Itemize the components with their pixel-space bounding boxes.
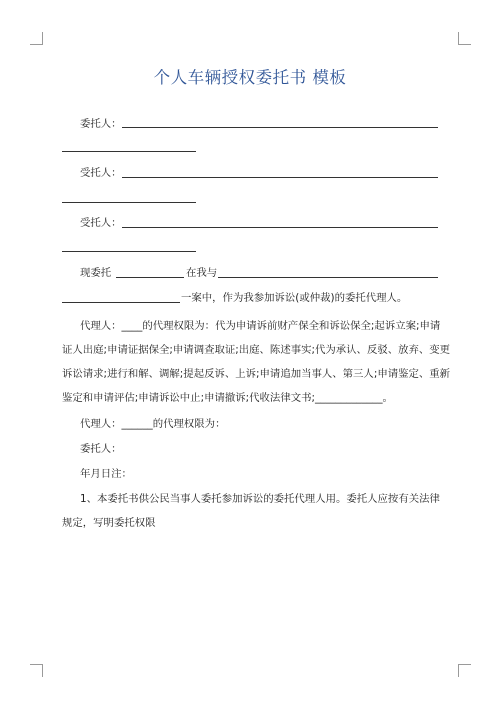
- agent-1-blank-line-2[interactable]: [62, 202, 196, 203]
- principal-blank-line-2[interactable]: [62, 151, 196, 152]
- agent-2-blank-line[interactable]: [122, 227, 438, 228]
- authority-line-3: 诉讼请求;进行和解、调解;提起反诉、上诉;申请追加当事人、第三人;申请鉴定、重新: [62, 368, 451, 380]
- entrust-middle: 在我与: [186, 267, 218, 279]
- crop-mark-bottom-left: [30, 664, 43, 677]
- note-line-2: 规定，写明委托权限: [62, 517, 156, 529]
- entrust-case-text: 一案中，作为我参加诉讼(或仲裁)的委托代理人。: [181, 292, 408, 304]
- authority-line-1: 代理人：____的代理权限为：代为申请诉前财产保全和诉讼保全;起诉立案;申请: [80, 320, 441, 332]
- entrust-prefix: 现委托: [80, 267, 112, 279]
- authority-line-4: 鉴定和申请评估;申请诉讼中止;申请撤诉;代收法律文书;_____________。: [62, 392, 393, 404]
- agent-2-blank-line-2[interactable]: [62, 251, 196, 252]
- entrust-case-blank[interactable]: [62, 302, 180, 303]
- crop-mark-top-left: [30, 32, 43, 45]
- agent-label-2: 受托人：: [80, 217, 122, 229]
- crop-mark-bottom-right: [458, 664, 471, 677]
- principal-blank-line[interactable]: [122, 127, 438, 128]
- principal-sign-line: 委托人：: [80, 443, 122, 455]
- entrust-party-blank[interactable]: [218, 277, 438, 278]
- crop-mark-top-right: [458, 32, 471, 45]
- agent-scope-line: 代理人：______的代理权限为：: [80, 418, 226, 430]
- note-line-1: 1、本委托书供公民当事人委托参加诉讼的委托代理人用。委托人应按有关法律: [80, 493, 440, 505]
- date-note-line: 年月日注：: [80, 468, 132, 480]
- principal-label: 委托人：: [80, 118, 122, 130]
- agent-label-1: 受托人：: [80, 167, 122, 179]
- agent-1-blank-line[interactable]: [122, 177, 438, 178]
- entrust-name-blank[interactable]: [116, 277, 184, 278]
- document-title: 个人车辆授权委托书 模板: [153, 68, 347, 87]
- authority-line-2: 证人出庭;申请证据保全;申请调查取证;出庭、陈述事实;代为承认、反驳、放弃、变更: [62, 344, 451, 356]
